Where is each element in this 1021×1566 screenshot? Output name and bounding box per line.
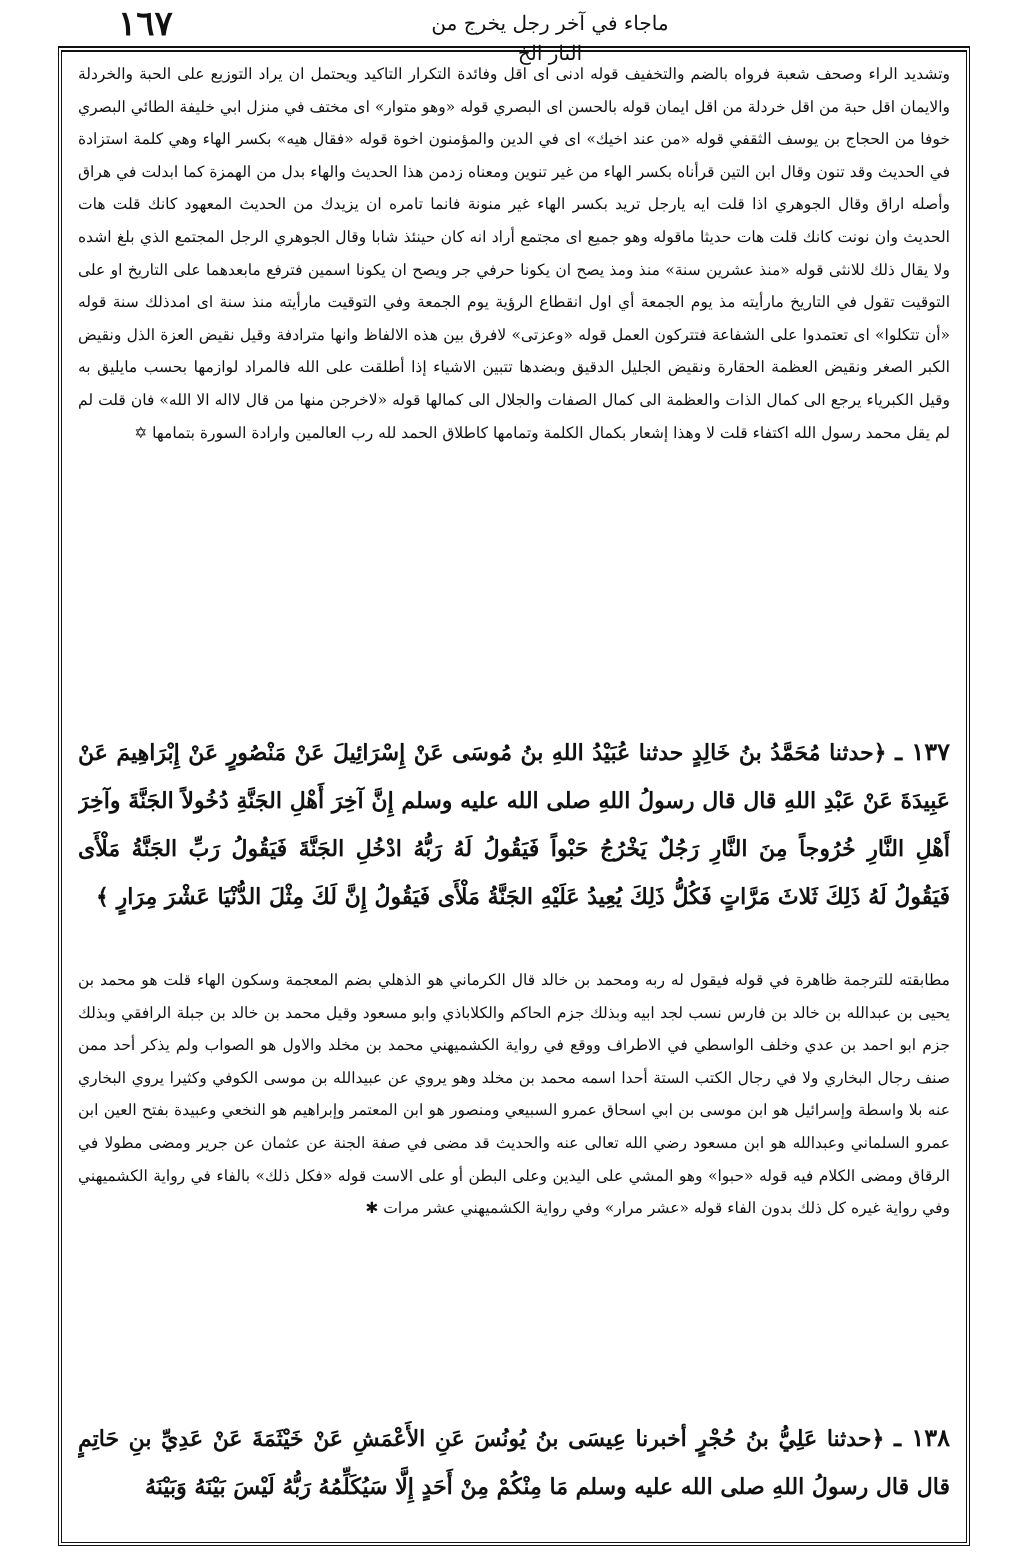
page-content	[78, 58, 950, 1510]
hadith-number: ١٣٨ ـ	[893, 1423, 950, 1452]
hadith-opening: ﴿حدثنا	[826, 1426, 885, 1452]
commentary-block-2: مطابقته للترجمة ظاهرة في قوله فيقول له ربه ومحمد بن خالد قال الكرماني هو الذهلي بضم المعجمة وسكون الهاء قلت هو محمد بن يحيى بن عبدالله بن خالد بن فارس نسب لجد ابيه وبذلك جزم الحاكم والكلاباذي وابو مسعود وقيل محمد بن خالد بن جبلة الرافقي وبذلك جزم ابو احمد بن عدي وخلف الواسطي في الاطراف ووقع في رواية الكشميهني محمد بن مخلد والاول هو الصواب ولم يذكر أحد ممن صنف رجال البخاري ولا في رجال الكتب الستة أحدا اسمه محمد بن مخلد وهو يروي عن عبيدالله بن موسى الكوفي وكثيرا يروي البخاري عنه بلا واسطة وإسرائيل هو ابن موسى بن ابي اسحاق عمرو السبيعي ومنصور هو ابن المعتمر وإبراهيم هو النخعي وعبيدة بفتح العين ابن عمرو السلماني وعبدالله هو ابن مسعود رضي الله تعالى عنه والحديث قد مضى في صفة الجنة عن عثمان عن جرير ومضى مطولا في الرقاق ومضى الكلام فيه قوله «حبوا» وهو المشي على اليدين وعلى البطن أو على الاست قوله «فكل ذلك» بالفاء في رواية الكشميهني وفي رواية غيره كل ذلك بدون الفاء قوله «عشر مرار» وفي رواية الكشميهني عشر مرات ✱	[78, 971, 950, 1218]
hadith-137	[78, 728, 950, 964]
page-number: ١٦٧	[118, 4, 173, 44]
running-title: ماجاء في آخر رجل يخرج من النار الخ	[431, 11, 669, 65]
hadith-number: ١٣٧ ـ	[895, 737, 950, 766]
hadith-text: عَلِيُّ بنُ حُجْرٍ أخبرنا عِيسَى بنُ يُونُسَ عَنِ الأَعْمَشِ عَنْ خَيْثَمَةَ عَنْ عَدِيِّ بنِ حَاتِمٍ قال قال رسولُ اللهِ صلى الله عليه وسلم مَا مِنْكُمْ مِنْ أَحَدٍ إِلَّا سَيُكَلِّمُهُ رَبُّهُ لَيْسَ بَيْنَهُ وَبَيْنَهُ	[78, 1426, 950, 1500]
hadith-text: مُحَمَّدُ بنُ خَالِدٍ حدثنا عُبَيْدُ اللهِ بنُ مُوسَى عَنْ إِسْرَائِيلَ عَنْ مَنْصُورٍ عَنْ إِبْرَاهِيمَ عَنْ عَبِيدَةَ عَنْ عَبْدِ اللهِ قال قال رسولُ اللهِ صلى الله عليه وسلم إِنَّ آخِرَ أَهْلِ الجَنَّةِ دُخُولاً الجَنَّةَ وآخِرَ أَهْلِ النَّارِ خُرُوجاً مِنَ النَّارِ رَجُلٌ يَخْرُجُ حَبْواً فَيَقُولُ لَهُ رَبُّهُ ادْخُلِ الجَنَّةَ فَيَقُولُ رَبِّ الجَنَّةُ مَلْأَى فَيَقُولُ لَهُ ذَلِكَ ثَلاثَ مَرَّاتٍ فَكُلُّ ذَلِكَ يُعِيدُ عَلَيْهِ الجَنَّةُ مَلْأَى فَيَقُولُ إِنَّ لَكَ مِثْلَ الدُّنْيَا عَشْرَ مِرَارٍ ﴾	[78, 740, 950, 910]
hadith-opening: ﴿حدثنا	[829, 740, 887, 766]
hadith-138	[78, 1414, 950, 1510]
commentary-block-1: وتشديد الراء وصحف شعبة فرواه بالضم والتخفيف قوله ادنى اى اقل وفائدة التكرار التاكيد ويحتمل ان يراد التوزيع على الحبة والخردلة والايمان اقل حبة من اقل خردلة من اقل ايمان قوله بالحسن اى البصري قوله «وهو متوار» اى مختف في منزل ابي خليفة الطائي البصري خوفا من الحجاج بن يوسف الثقفي قوله «من عند اخيك» اى في الدين والمؤمنون اخوة قوله «فقال هيه» بكسر الهاء وهي كلمة استزادة في الحديث وقد تنون وقال ابن التين قرأناه بكسر الهاء من غير تنوين ومعناه زدمن هذا الحديث والهاء بدل من الهمزة كما ابدلت في هراق وأصله اراق وقال الجوهري اذا قلت ايه يارجل تريد بكسر الهاء غير منونة فانما تامره ان يزيدك من الحديث المعهود كانك قلت هات الحديث وان نونت كانك قلت هات حديثا ماقوله وهو جميع اى مجتمع أراد انه كان حينئذ شابا وقال الجوهري الرجل المجتمع الذي بلغ اشده ولا يقال ذلك للانثى قوله «منذ عشرين سنة» منذ ومذ يصح ان يكونا حرفي جر ويصح ان يكونا اسمين فترفع مابعدهما على التاريخ او على التوقيت تقول في التاريخ مارأيته مذ يوم الجمعة أي اول انقطاع الرؤية يوم الجمعة وفي التوقيت مارأيته منذ سنة اى امدذلك سنة قوله «أن تتكلوا» اى تعتمدوا على الشفاعة فتتركون العمل قوله «وعزتى» لافرق بين هذه الالفاظ وانها مترادفة وقيل نقيض العزة الذل ونقيض الكبر الصغر ونقيض العظمة الحقارة ونقيض الجليل الدقيق وبضدها تتبين الاشياء إذا أطلقت على الله فالمراد لوازمها بحسب مايليق به وقيل الكبرياء يرجع الى كمال الذات والعظمة الى كمال الصفات والجلال الى كمالها قوله «لاخرجن منها من قال لااله الا الله» فان قلت لم لم يقل محمد رسول الله اكتفاء قلت لا وهذا إشعار بكمال الكلمة وتمامها كاطلاق الحمد لله رب العالمين وارادة السورة بتمامها ✡	[78, 65, 950, 442]
